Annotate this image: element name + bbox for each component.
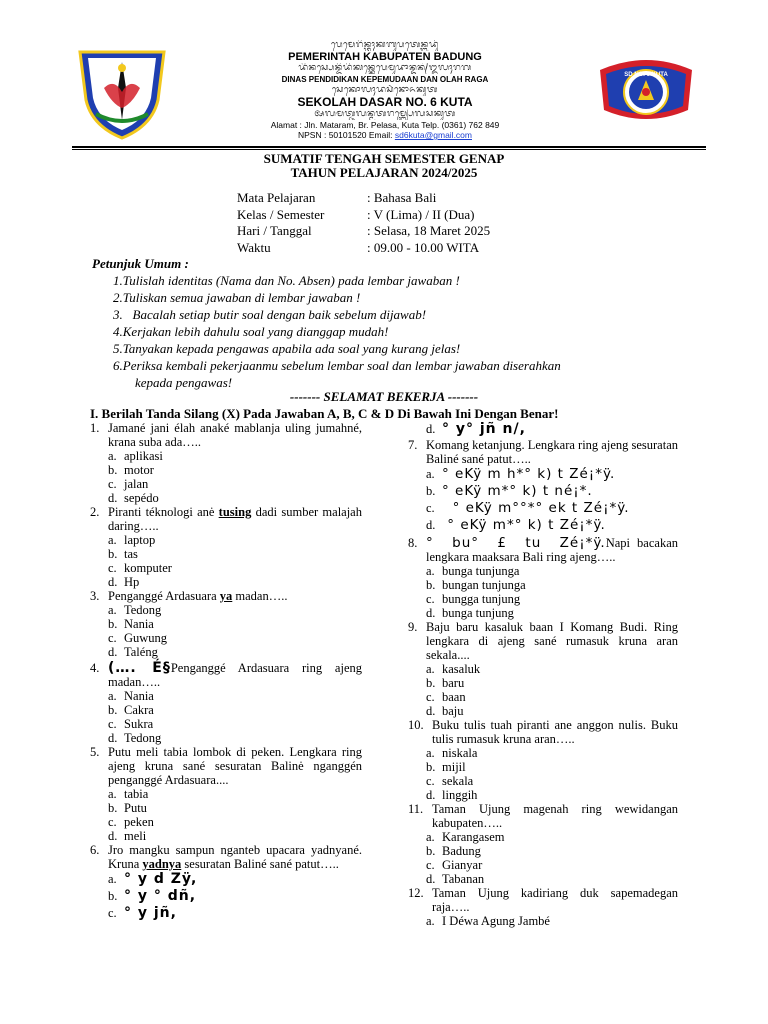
question-text-part: dadi sumber malajah daring….. (108, 505, 362, 533)
option-label: b. (426, 760, 436, 774)
question-8 (408, 536, 678, 564)
question-text (108, 843, 362, 871)
option-label: d. (108, 575, 118, 589)
option-text: Karangasem (442, 830, 505, 844)
info-row (237, 207, 490, 224)
option-label: c. (426, 592, 435, 606)
question-number: 7. (408, 438, 418, 452)
answer-option-b[interactable] (408, 676, 678, 690)
option-label: c. (426, 690, 435, 704)
option-text: Tedong (124, 731, 162, 745)
option-label: d. (426, 422, 436, 436)
instruction-item: 3. Bacalah setiap butir soal dengan baik sebelum dijawab! (113, 307, 427, 322)
question-9 (408, 620, 678, 662)
answer-option-d[interactable] (408, 788, 678, 802)
answer-option-b[interactable] (90, 617, 362, 631)
option-label: b. (108, 703, 118, 717)
section-1-heading: I. Berilah Tanda Silang (X) Pada Jawaban A, B, C & D Di Bawah Ini Dengan Benar! (90, 406, 559, 421)
option-text: ° eKÿ m h*° k) t Zé¡*ÿ. (442, 466, 616, 482)
option-text: Cakra (124, 703, 154, 717)
answer-option-b[interactable] (90, 547, 362, 561)
option-text: Putu (124, 801, 147, 815)
balinese-script-glyph: ° bu° £ tu Zé¡*ÿ. (426, 535, 606, 551)
question-11 (408, 802, 678, 830)
option-label: d. (426, 704, 436, 718)
answer-option-a[interactable] (408, 830, 678, 844)
option-label: b. (426, 484, 436, 498)
answer-option-b[interactable] (408, 760, 678, 774)
option-text: bunga tunjunga (442, 564, 520, 578)
question-6 (90, 843, 362, 871)
instruction-item: 5.Tanyakan kepada pengawas apabila ada soal yang kurang jelas! (113, 341, 461, 356)
school-logo-text: SD NO. 6 KUTA (624, 72, 668, 78)
option-text: kasaluk (442, 662, 481, 676)
option-label: d. (108, 491, 118, 505)
question-number: 10. (408, 718, 424, 732)
instruction-item: 2.Tuliskan semua jawaban di lembar jawaban ! (113, 290, 361, 305)
option-label: d. (108, 645, 118, 659)
info-row (237, 223, 490, 240)
question-text-part: Napi bacakan lengkara maaksara Bali ring ajeng….. (426, 536, 678, 564)
answer-option-d[interactable] (90, 645, 362, 659)
answer-option-a[interactable] (408, 914, 678, 928)
option-text: meli (124, 829, 147, 843)
option-text: peken (124, 815, 154, 829)
good-luck-banner: ------- SELAMAT BEKERJA ------- (289, 389, 479, 404)
question-5 (90, 745, 362, 787)
answer-option-a[interactable] (90, 689, 362, 703)
question-number: 1. (90, 421, 100, 435)
question-number: 2. (90, 505, 100, 519)
badung-regency-logo-icon (74, 48, 170, 140)
option-text: Sukra (124, 717, 154, 731)
exam-title-line-2: TAHUN PELAJARAN 2024/2025 (290, 165, 478, 180)
letterhead-text (170, 40, 600, 140)
option-label: d. (426, 788, 436, 802)
letterhead-rule-thick (72, 146, 706, 148)
answer-option-d[interactable] (408, 606, 678, 620)
exam-info-table (237, 190, 490, 256)
option-text: baru (442, 676, 465, 690)
question-number: 4. (90, 661, 100, 675)
option-text: Badung (442, 844, 481, 858)
option-text: jalan (124, 477, 149, 491)
option-label: a. (108, 449, 117, 463)
balinese-script-line-3: ᬲᬾᬓᭀᬮᬄᬤᬲᬃᬦᭀ᭖ᬓᬸᬢ (331, 85, 439, 95)
option-text: niskala (442, 746, 478, 760)
option-label: d. (108, 731, 118, 745)
option-text: baju (442, 704, 464, 718)
option-label: c. (108, 906, 117, 920)
question-text: Komang ketanjung. Lengkara ring ajeng sesuratan Baliné sané patut….. (426, 438, 678, 466)
question-text (108, 589, 362, 603)
option-text: mijil (442, 760, 466, 774)
option-text: motor (124, 463, 154, 477)
question-text: Taman Ujung kadiriang duk sapemadegan raja….. (432, 886, 678, 914)
question-7 (408, 438, 678, 466)
info-row (237, 190, 490, 207)
instruction-item: 4.Kerjakan lebih dahulu soal yang dianggap mudah! (113, 324, 389, 339)
option-text: tas (124, 547, 138, 561)
question-number: 6. (90, 843, 100, 857)
option-text: bungan tunjunga (442, 578, 526, 592)
option-text: baan (442, 690, 466, 704)
question-text: Baju baru kasaluk baan I Komang Budi. Ring lengkara di ajeng sané rumasuk kruna aran sekala.... (426, 620, 678, 662)
option-text: ° y d Zÿ, (124, 871, 198, 887)
option-label: b. (426, 844, 436, 858)
option-label: a. (108, 603, 117, 617)
option-text: aplikasi (124, 449, 163, 463)
question-text-part: Jro mangku sampun nganteb upacara yadnyané. Kruna (108, 843, 362, 871)
answer-option-c[interactable] (90, 815, 362, 829)
question-12 (408, 886, 678, 914)
option-label: d. (108, 829, 118, 843)
option-label: d. (426, 872, 436, 886)
option-label: c. (108, 717, 117, 731)
answer-option-d[interactable] (90, 829, 362, 843)
npsn-label: NPSN : 50101520 Email: (298, 130, 395, 140)
option-label: a. (426, 564, 435, 578)
answer-option-d[interactable] (408, 421, 678, 438)
exam-title (0, 152, 768, 180)
option-text: sekala (442, 774, 474, 788)
option-text: ° y jñ, (124, 905, 177, 921)
option-label: b. (108, 801, 118, 815)
answer-option-c[interactable] (408, 690, 678, 704)
option-label: a. (108, 689, 117, 703)
underlined-word: tusing (218, 505, 252, 519)
answer-option-d[interactable] (90, 575, 362, 589)
balinese-script-line-2: ᬤᬶᬦᬲ᭄ᬧᬾᬦ᭄ᬤᬶᬤᬶᬓᬦ᭄ᬓᬾᬧᬾᬫᬸᬤᬵᬦ᭄ᬤᬦ᭄ᬑᬮᬄᬭᬕ (298, 63, 472, 73)
answer-option-c[interactable] (90, 631, 362, 645)
info-value: : Bahasa Bali (367, 190, 437, 205)
question-text-part: Penganggé Ardasuara ring ajeng madan….. (108, 661, 362, 689)
answer-option-d[interactable] (90, 731, 362, 745)
question-text: Putu meli tabia lombok di peken. Lengkara ring ajeng kruna sané sesuratan Balinė nganggén penganggé Ardasuara.... (108, 745, 362, 787)
answer-option-d[interactable] (408, 872, 678, 886)
instruction-item: 6.Periksa kembali pekerjaanmu sebelum lembar soal dan lembar jawaban diserahkan (113, 358, 561, 373)
option-label: a. (108, 533, 117, 547)
answer-option-d[interactable] (90, 491, 362, 505)
school-logo-icon (598, 56, 694, 134)
option-label: b. (108, 547, 118, 561)
answer-option-a[interactable] (408, 746, 678, 760)
letterhead (70, 40, 700, 140)
answer-option-b[interactable] (90, 463, 362, 477)
option-label: a. (426, 662, 435, 676)
question-2 (90, 505, 362, 533)
question-text: Taman Ujung magenah ring wewidangan kabupaten….. (432, 802, 678, 830)
option-text: laptop (124, 533, 156, 547)
option-label: c. (108, 815, 117, 829)
option-label: a. (426, 830, 435, 844)
question-text (426, 536, 678, 564)
question-number: 3. (90, 589, 100, 603)
option-text: Nania (124, 617, 154, 631)
answer-option-b[interactable] (90, 888, 362, 905)
answer-option-c[interactable] (408, 592, 678, 606)
option-label: c. (426, 501, 435, 515)
option-label: c. (108, 477, 117, 491)
option-label: a. (426, 467, 435, 481)
answer-option-a[interactable] (408, 466, 678, 483)
school-contact (170, 130, 600, 140)
question-text: Jamané jani élah anaké mablanja uling jumahné, krana suba ada….. (108, 421, 362, 449)
option-label: a. (108, 787, 117, 801)
underlined-word: yadnya (142, 857, 182, 871)
option-text: sepédo (124, 491, 159, 505)
question-text-part: Penganggé Ardasuara (108, 589, 220, 603)
option-label: b. (426, 676, 436, 690)
option-label: c. (426, 774, 435, 788)
answer-option-b[interactable] (408, 483, 678, 500)
answer-option-b[interactable] (408, 844, 678, 858)
department-name: DINAS PENDIDIKAN KEPEMUDAAN DAN OLAH RAGA (281, 75, 489, 84)
answer-option-c[interactable] (408, 500, 678, 517)
balinese-script-line-4: ᬅᬮᬫᬢ᭄ᬚᬮᬦ᭄ᬫᬢᬭᬫ᭄ᬩ᭄ᬭ᭄ᬧᬾᬮᬲᬓᬸᬢ (314, 109, 456, 119)
option-text: ° eKÿ m*° k) t Zé¡*ÿ. (442, 517, 606, 533)
instruction-item: 1.Tulislah identitas (Nama dan No. Absen) pada lembar jawaban ! (113, 273, 460, 288)
question-text (108, 505, 362, 533)
info-label: Waktu (237, 239, 271, 255)
option-label: c. (108, 631, 117, 645)
option-text: komputer (124, 561, 172, 575)
balinese-script-line-1: ᬧᬾᬫᬾᬭᬶᬦ᭄ᬢᬄᬓᬩᬸᬧᬢᬾᬦ᭄ᬩᬤᬸᬂ (330, 40, 440, 50)
question-text: Buku tulis tuah piranti ane anggon nulis. Buku tulis rumasuk kruna aran….. (432, 718, 678, 746)
option-text: bunga tunjung (442, 606, 514, 620)
option-text: linggih (442, 788, 478, 802)
question-number: 12. (408, 886, 424, 900)
question-text-part: sesuratan Baliné sané patut….. (181, 857, 339, 871)
answer-option-c[interactable] (90, 905, 362, 922)
option-text: Gianyar (442, 858, 483, 872)
letterhead-rule-thin (72, 149, 706, 150)
answer-option-b[interactable] (90, 801, 362, 815)
question-text-part: Piranti téknologi anė (108, 505, 219, 519)
answer-option-c[interactable] (90, 717, 362, 731)
answer-option-c[interactable] (90, 477, 362, 491)
answer-option-a[interactable] (90, 449, 362, 463)
info-row (237, 240, 490, 257)
school-address: Alamat : Jln. Mataram, Br. Pelasa, Kuta Telp. (0361) 762 849 (270, 120, 500, 130)
option-label: b. (426, 578, 436, 592)
question-number: 11. (408, 802, 424, 816)
balinese-script-glyph: (…. É§ (108, 660, 171, 676)
answer-option-a[interactable] (90, 533, 362, 547)
answer-option-a[interactable] (408, 564, 678, 578)
instructions-list (113, 272, 677, 391)
option-text: ° eKÿ m°°*° ek t Zé¡*ÿ. (442, 500, 630, 516)
underlined-word: ya (219, 589, 233, 603)
option-text: Nania (124, 689, 154, 703)
info-label: Mata Pelajaran (237, 190, 316, 205)
option-label: a. (426, 746, 435, 760)
info-value: : 09.00 - 10.00 WITA (367, 239, 480, 255)
option-text: Guwung (124, 631, 168, 645)
answer-option-a[interactable] (90, 603, 362, 617)
option-text: ° y° jñ n/, (442, 421, 526, 437)
option-label: c. (108, 561, 117, 575)
answer-option-c[interactable] (90, 561, 362, 575)
school-email-link[interactable]: sd6kuta@gmail.com (394, 130, 472, 140)
exam-title-line-1: SUMATIF TENGAH SEMESTER GENAP (263, 151, 505, 166)
answer-option-c[interactable] (408, 774, 678, 788)
government-name: PEMERINTAH KABUPATEN BADUNG (288, 51, 482, 63)
option-label: a. (426, 914, 435, 928)
option-text: ° eKÿ m*° k) t né¡*. (442, 483, 593, 499)
option-label: b. (108, 463, 118, 477)
answer-option-a[interactable] (408, 662, 678, 676)
answer-option-d[interactable] (408, 517, 678, 534)
question-number: 9. (408, 620, 418, 634)
answer-option-a[interactable] (90, 871, 362, 888)
question-number: 8. (408, 536, 418, 550)
option-text: tabia (124, 787, 149, 801)
info-value: : Selasa, 18 Maret 2025 (367, 223, 491, 238)
question-3 (90, 589, 362, 603)
answer-option-c[interactable] (408, 858, 678, 872)
school-name: SEKOLAH DASAR NO. 6 KUTA (297, 95, 473, 109)
option-label: c. (426, 858, 435, 872)
option-text: Hp (124, 575, 140, 589)
option-label: a. (108, 872, 117, 886)
option-label: b. (108, 617, 118, 631)
questions-column-left (90, 421, 362, 922)
option-label: d. (426, 518, 436, 532)
instructions-title: Petunjuk Umum : (92, 256, 189, 271)
option-label: d. (426, 606, 436, 620)
option-text: Taléng (124, 645, 158, 659)
info-value: : V (Lima) / II (Dua) (367, 206, 475, 222)
question-text-part: madan….. (232, 589, 288, 603)
question-number: 5. (90, 745, 100, 759)
answer-option-d[interactable] (408, 704, 678, 718)
option-label: b. (108, 889, 118, 903)
question-4 (90, 661, 362, 689)
question-1 (90, 421, 362, 449)
instruction-item-continued: kepada pengawas! (135, 375, 233, 390)
answer-option-b[interactable] (408, 578, 678, 592)
answer-option-a[interactable] (90, 787, 362, 801)
info-label: Kelas / Semester (237, 206, 325, 222)
question-10 (408, 718, 678, 746)
question-text (108, 661, 362, 689)
info-label: Hari / Tanggal (237, 223, 312, 238)
option-text: I Déwa Agung Jambé (442, 914, 550, 928)
answer-option-b[interactable] (90, 703, 362, 717)
option-text: bungga tunjung (442, 592, 521, 606)
questions-column-right (408, 421, 678, 928)
option-text: Tabanan (442, 872, 485, 886)
option-text: ° y ° dñ, (124, 888, 197, 904)
option-text: Tedong (124, 603, 162, 617)
